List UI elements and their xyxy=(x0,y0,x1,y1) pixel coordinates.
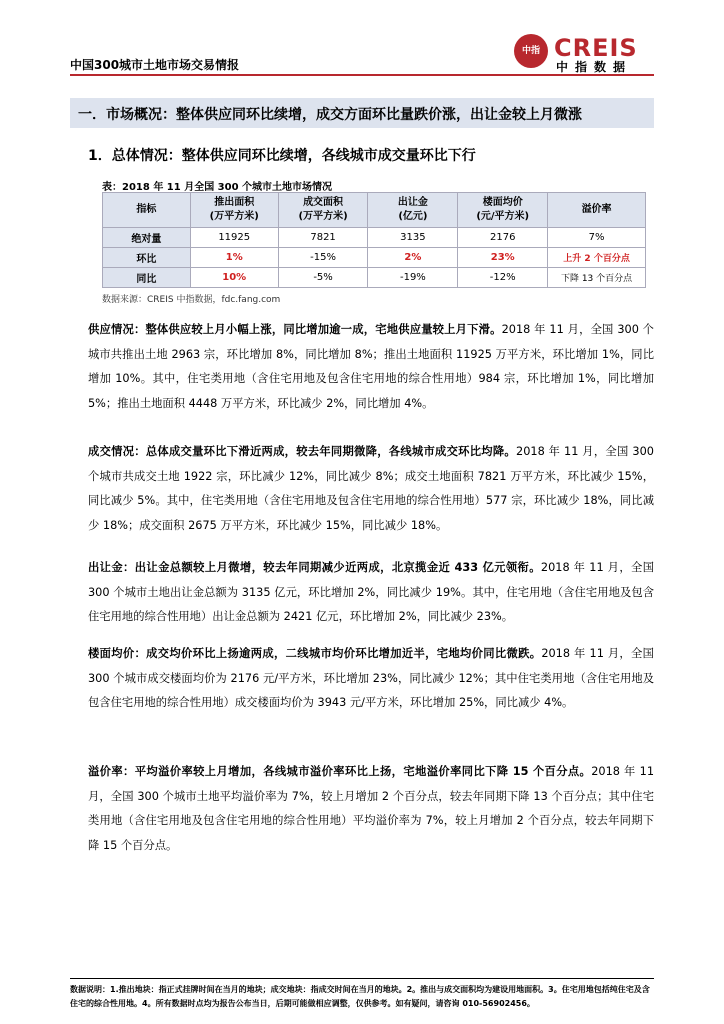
table-cell: 2176 xyxy=(458,228,548,248)
header-cell: 指标 xyxy=(103,193,191,228)
paragraph-floor-price xyxy=(88,642,654,716)
table-cell: 1% xyxy=(190,248,278,268)
paragraph-premium-rate xyxy=(88,760,654,858)
paragraph-body: 2018 年 11 月，全国 300 个城市共成交土地 1922 宗，环比减少 12%，同比减少 8%；成交土地面积 7821 万平方米，环比减少 15%，同比减少 5%。其中，住宅类用地（含住宅用地及包含住宅用地的综合性用地）577 宗，环比减少 18%，同比减少 18%；成交面积 2675 万平方米，环比减少 15%，同比减少 18%。 xyxy=(88,445,654,532)
table-row xyxy=(103,248,646,268)
logo-subtext: 中指数据 xyxy=(556,60,633,74)
table-row xyxy=(103,228,646,248)
table-caption: 表：2018 年 11 月全国 300 个城市土地市场情况 xyxy=(102,182,333,193)
table-cell: -19% xyxy=(368,268,458,288)
paragraph-lead: 溢价率：平均溢价率较上月增加，各线城市溢价率环比上扬，宅地溢价率同比下降 15 个百分点。 xyxy=(88,765,592,778)
paragraph-transaction xyxy=(88,440,654,538)
table-cell: 3135 xyxy=(368,228,458,248)
table-cell: -12% xyxy=(458,268,548,288)
paragraph-body: 2018 年 11 月，全国 300 个城市成交楼面均价为 2176 元/平方米，环比增加 23%，同比减少 12%；其中住宅类用地（含住宅用地及包含住宅用地的综合性用地）成交楼面均价为 3943 元/平方米，环比增加 25%，同比减少 4%。 xyxy=(88,647,654,709)
table-cell: -5% xyxy=(278,268,368,288)
table-cell: -15% xyxy=(278,248,368,268)
row-label: 同比 xyxy=(103,268,191,288)
table-cell: 23% xyxy=(458,248,548,268)
header-cell: 楼面均价 (元/平方米) xyxy=(458,193,548,228)
header-cell: 成交面积 (万平方米) xyxy=(278,193,368,228)
report-title: 中国300城市土地市场交易情报 xyxy=(70,58,240,72)
paragraph-lead: 成交情况：总体成交量环比下滑近两成，较去年同期微降，各线城市成交环比均降。 xyxy=(88,445,517,458)
table-cell: 7821 xyxy=(278,228,368,248)
paragraph-lead: 楼面均价：成交均价环比上扬逾两成，二线城市均价环比增加近半，宅地均价同比微跌。 xyxy=(88,647,542,660)
table-cell: 11925 xyxy=(190,228,278,248)
row-label: 绝对量 xyxy=(103,228,191,248)
logo-badge: 中指 xyxy=(514,34,548,68)
paragraph-transfer-fee xyxy=(88,556,654,630)
table-row xyxy=(103,268,646,288)
subsection-title: 1．总体情况：整体供应同环比续增，各线城市成交量环比下行 xyxy=(88,148,476,164)
table-cell: 上升 2 个百分点 xyxy=(548,248,646,268)
table-cell: 7% xyxy=(548,228,646,248)
paragraph-body: 2018 年 11 月，全国 300 个城市土地平均溢价率为 7%，较上月增加 2 个百分点，较去年同期下降 13 个百分点；其中住宅类用地（含住宅用地及包含住宅用地的综合性用地）平均溢价率为 7%，较上月增加 2 个百分点，较去年同期下降 15 个百分点。 xyxy=(88,765,655,852)
header-cell: 推出面积 (万平方米) xyxy=(190,193,278,228)
section-title: 一．市场概况：整体供应同环比续增，成交方面环比量跌价涨，出让金较上月微涨 xyxy=(78,107,582,123)
paragraph-body: 2018 年 11 月，全国 300 个城市共推出土地 2963 宗，环比增加 8%，同比增加 8%；推出土地面积 11925 万平方米，环比增加 1%，同比增加 10%。其中，住宅类用地（含住宅用地及包含住宅用地的综合性用地）984 宗，环比增加 1%，同比增加 5%；推出土地面积 4448 万平方米，环比减少 2%，同比增加 4%。 xyxy=(88,323,654,410)
header-divider xyxy=(70,74,654,76)
table-cell: 下降 13 个百分点 xyxy=(548,268,646,288)
paragraph-body: 2018 年 11 月，全国 300 个城市土地出让金总额为 3135 亿元，环比增加 2%，同比减少 19%。其中，住宅用地（含住宅用地及包含住宅用地的综合性用地）出让金总额为 2421 亿元，环比增加 2%，同比减少 23%。 xyxy=(88,561,654,623)
table-source: 数据来源：CREIS 中指数据，fdc.fang.com xyxy=(102,295,281,305)
table-cell: 10% xyxy=(190,268,278,288)
paragraph-lead: 供应情况：整体供应较上月小幅上涨，同比增加逾一成，宅地供应量较上月下滑。 xyxy=(88,323,502,336)
row-label: 环比 xyxy=(103,248,191,268)
logo-text: CREIS xyxy=(554,34,638,62)
market-summary-table xyxy=(102,192,646,288)
section-heading-bar xyxy=(70,98,654,128)
creis-logo xyxy=(514,34,654,74)
header-cell: 出让金 (亿元) xyxy=(368,193,458,228)
paragraph-supply xyxy=(88,318,654,416)
footer-divider xyxy=(70,978,654,979)
paragraph-lead: 出让金：出让金总额较上月微增，较去年同期减少近两成，北京揽金近 433 亿元领衔。 xyxy=(88,561,541,574)
table-cell: 2% xyxy=(368,248,458,268)
table-header-row xyxy=(103,193,646,228)
header-cell: 溢价率 xyxy=(548,193,646,228)
footer-notes: 数据说明：1.推出地块：指正式挂牌时间在当月的地块；成交地块：指成交时间在当月的地块。2。推出与成交面积均为建设用地面积。3。住宅用地包括纯住宅及含住宅的综合性用地。4。所有数据时点均为报告公布当日，后期可能做相应调整，仅供参考。如有疑问，请咨询 010-56902456。 xyxy=(70,985,650,1008)
page-header xyxy=(70,30,654,74)
